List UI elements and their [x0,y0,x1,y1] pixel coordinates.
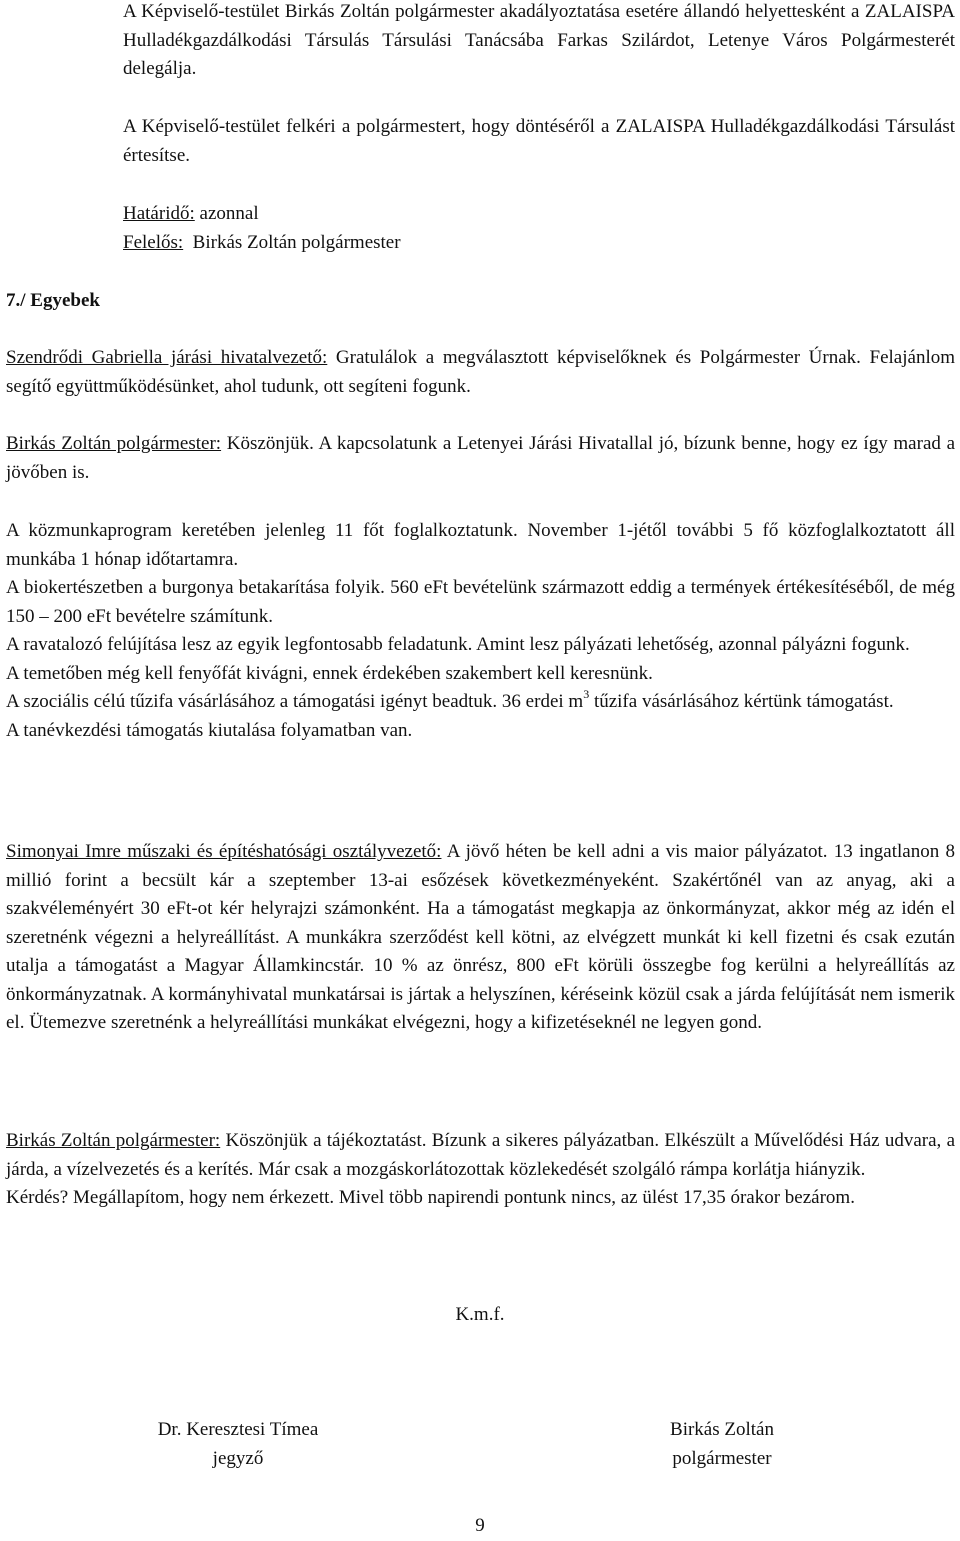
szendrodi-statement [6,344,955,401]
report-paragraph-firewood: A szociális célú tűzifa vásárlásához a támogatási igényt beadtuk. 36 erdei $m^3$ tűzifa vásárlásához kértünk támogatást. [6,686,894,712]
report-section [6,517,955,745]
speaker-birkas: Birkás Zoltán polgármester: [6,1130,221,1151]
statement-text: Gratulálok a megválasztott képviselőknek és Polgármester Úrnak. Felajánlom segítő együttműködésünket, ahol tudunk, ott segíteni fogunk. [6,347,956,397]
responsible-value: Birkás Zoltán polgármester [192,232,401,253]
birkas-statement-2 [6,1127,955,1213]
page-number: 9 [475,1515,485,1536]
superscript: 3 [583,686,590,701]
signature-notary [108,1416,368,1473]
report-paragraph: A közmunkaprogram keretében jelenleg 11 főt foglalkoztatunk. November 1-jétől további 5 fő közfoglalkoztatott áll munkába 1 hónap időtartamra. [6,520,955,570]
report-paragraph: A ravatalozó felújítása lesz az egyik legfontosabb feladatunk. Amint lesz pályázati lehetőség, azonnal pályázni fogunk. [6,634,910,655]
signature-mayor [602,1416,842,1473]
closing-paragraph: Kérdés? Megállapítom, hogy nem érkezett. Mivel több napirendi pontunk nincs, az ülést 17,35 órakor bezárom. [6,1187,855,1208]
report-paragraph: A temetőben még kell fenyőfát kivágni, ennek érdekében szakembert kell keresnünk. [6,662,653,684]
report-paragraph: A tanévkezdési támogatás kiutalása folyamatban van. [6,719,413,741]
report-paragraph: A biokertészetben a burgonya betakarítása folyik. 560 eFt bevételünk származott eddig a termények értékesítéséből, de még 150 – 200 eFt bevételre számítunk. [6,577,955,627]
decision-paragraph: A Képviselő-testület Birkás Zoltán polgármester akadályoztatása esetére állandó helyettesként a ZALAISPA Hulladékgazdálkodási Társulás Társulási Tanácsába Farkas Szilárdot, Letenye Város Polgármesterét delegálja. [123,1,955,79]
statement-text: Köszönjük. A kapcsolatunk a Letenyei Járási Hivatallal jó, bízunk benne, hogy ez így marad a jövőben is. [6,433,956,483]
deadline-label: Határidő: [123,203,195,224]
kmf-label: K.m.f. [455,1304,505,1325]
signature-name: Birkás Zoltán [670,1419,774,1440]
speaker-szendrodi: Szendrődi Gabriella járási hivatalvezető: [6,347,328,368]
deadline-value: azonnal [199,203,259,224]
signature-title: jegyző [212,1447,264,1469]
notification-paragraph: A Képviselő-testület felkéri a polgármestert, hogy döntéséről a ZALAISPA Hulladékgazdálkodási Társulást értesítse. [123,116,955,166]
statement-text: A jövő héten be kell adni a vis maior pályázatot. 13 ingatlanon 8 millió forint a becsült kár a szeptember 13-ai esőzések következményeként. Szakértőnél van az anyag, aki a szakvéleményért 30 eFt-ot kér helyrajzi számonként. Ha a támogatást megkapja az önkormányzat, akkor még az idén el szeretnénk végezni a helyreállítást. A munkákra szerződést kell kötni, az elvégzett munkát ki kell fizetni és csak ezután utalja a támogatást a Magyar Államkincstár. 10 % az önrész, 800 eFt körüli összegbe fog kerülni a helyreállítás az önkormányzatnak. A kormányhivatal munkatársai is jártak a helyszínen, kéréseink közül csak a járda felújítását nem ismerik el. Ütemezve szeretnénk a helyreállítási munkákat elvégezni, hogy a kifizetéseknél ne legyen gond. [6,841,955,1033]
speaker-simonyai: Simonyai Imre műszaki és építéshatósági osztályvezető: [6,841,442,862]
simonyai-statement [6,838,955,1038]
signature-title: polgármester [672,1447,772,1469]
signature-name: Dr. Keresztesi Tímea [157,1419,319,1440]
birkas-statement-1 [6,430,955,487]
speaker-birkas: Birkás Zoltán polgármester: [6,433,222,454]
statement-text: Köszönjük a tájékoztatást. Bízunk a sikeres pályázatban. Elkészült a Művelődési Ház udvara, a járda, a vízelvezetés és a kerítés. Már csak a mozgáskorlátozottak közlekedését szolgáló rámpa korlátja hiányzik. [6,1130,956,1180]
responsible-label: Felelős: [123,232,184,253]
agenda-item-heading: 7./ Egyebek [6,290,100,311]
responsible-line [123,229,401,258]
deadline-line [123,200,259,229]
